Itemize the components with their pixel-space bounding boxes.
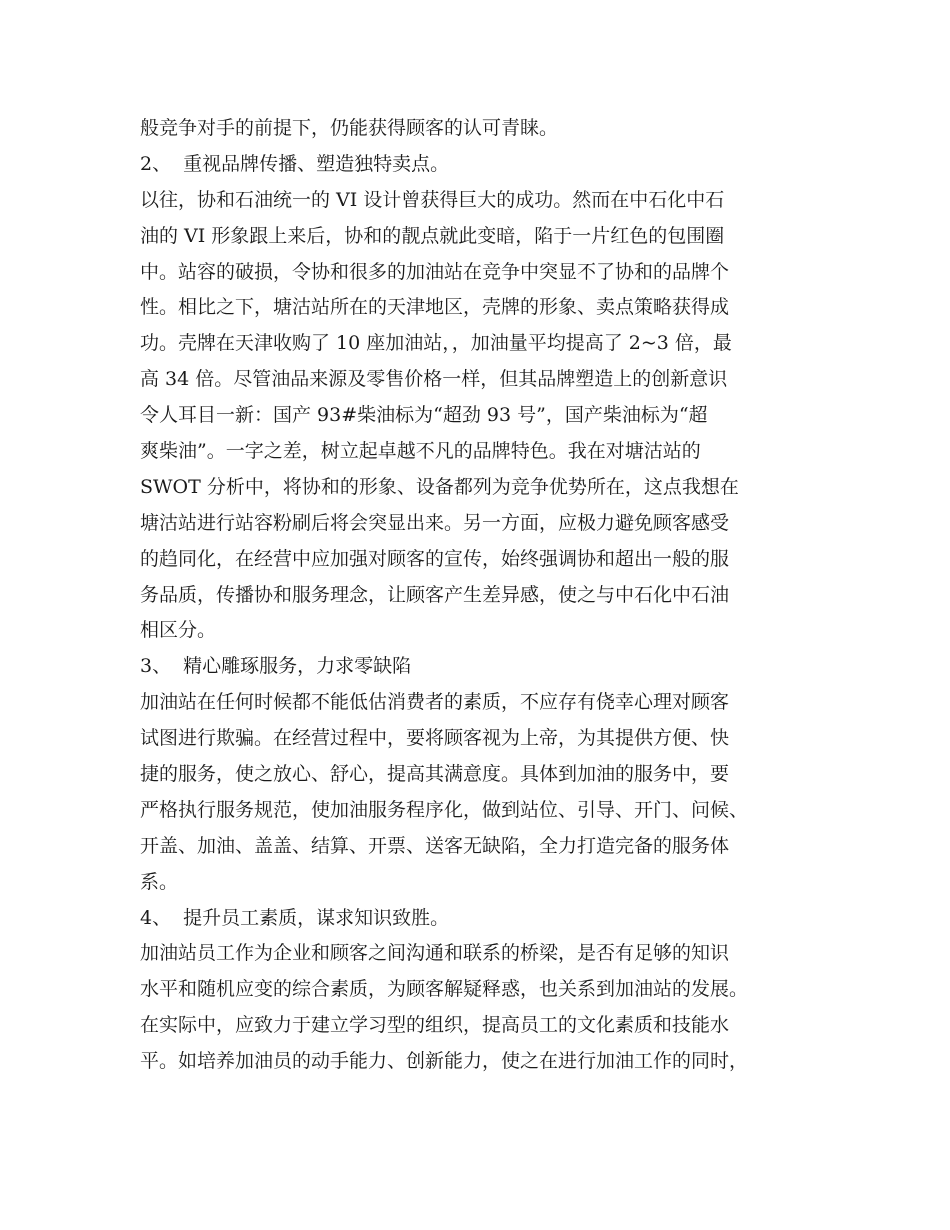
text-line: SWOT 分析中，将协和的形象、设备都列为竞争优势所在，这点我想在 [140, 475, 739, 498]
text-line: 相区分。 [140, 619, 217, 642]
section-heading-4: 4、 提升员工素质，谋求知识致胜。 [140, 906, 450, 929]
text-line: 令人耳目一新：国产 93#柴油标为“超劲 93 号”，国产柴油标为“超 [140, 404, 708, 427]
text-line: 塘沽站进行站容粉刷后将会突显出来。另一方面，应极力避免顾客感受 [140, 511, 730, 534]
text-line: 般竞争对手的前提下，仍能获得顾客的认可青睐。 [140, 117, 559, 139]
section-heading-2: 2、 重视品牌传播、塑造独特卖点。 [140, 152, 450, 175]
text-line: 以往，协和石油统一的 VI 设计曾获得巨大的成功。然而在中石化中石 [140, 188, 725, 211]
text-line: 加油站员工作为企业和顾客之间沟通和联系的桥梁，是否有足够的知识 [140, 942, 730, 965]
text-line: 爽柴油”。一字之差，树立起卓越不凡的品牌特色。我在对塘沽站的 [140, 440, 701, 463]
text-line: 捷的服务，使之放心、舒心，提高其满意度。具体到加油的服务中，要 [140, 763, 730, 786]
text-line: 严格执行服务规范，使加油服务程序化，做到站位、引导、开门、问候、 [140, 798, 749, 821]
text-line: 在实际中，应致力于建立学习型的组织，提高员工的文化素质和技能水 [140, 1014, 730, 1037]
text-line: 系。 [140, 870, 179, 893]
text-line: 油的 VI 形象跟上来后，协和的靓点就此变暗，陷于一片红色的包围圈 [140, 224, 725, 247]
document-body [140, 111, 830, 1080]
text-line: 中。站容的破损，令协和很多的加油站在竞争中突显不了协和的品牌个 [140, 260, 730, 283]
text-line: 高 34 倍。尽管油品来源及零售价格一样，但其品牌塑造上的创新意识 [140, 368, 728, 391]
text-line: 水平和随机应变的综合素质，为顾客解疑释惑，也关系到加油站的发展。 [140, 978, 749, 1001]
text-line: 务品质，传播协和服务理念，让顾客产生差异感，使之与中石化中石油 [140, 583, 730, 606]
section-heading-3: 3、 精心雕琢服务，力求零缺陷 [140, 655, 412, 678]
text-line: 试图进行欺骗。在经营过程中，要将顾客视为上帝，为其提供方便、快 [140, 727, 730, 750]
text-line: 的趋同化，在经营中应加强对顾客的宣传，始终强调协和超出一般的服 [140, 547, 730, 570]
text-line: 性。相比之下，塘沽站所在的天津地区，壳牌的形象、卖点策略获得成 [140, 296, 730, 319]
text-line: 加油站在任何时候都不能低估消费者的素质，不应存有侥幸心理对顾客 [140, 691, 730, 714]
text-line: 平。如培养加油员的动手能力、创新能力，使之在进行加油工作的同时， [140, 1050, 749, 1073]
text-line: 功。壳牌在天津收购了 10 座加油站，，加油量平均提高了 2~3 倍，最 [140, 332, 732, 355]
text-line: 开盖、加油、盖盖、结算、开票、送客无缺陷，全力打造完备的服务体 [140, 834, 730, 857]
